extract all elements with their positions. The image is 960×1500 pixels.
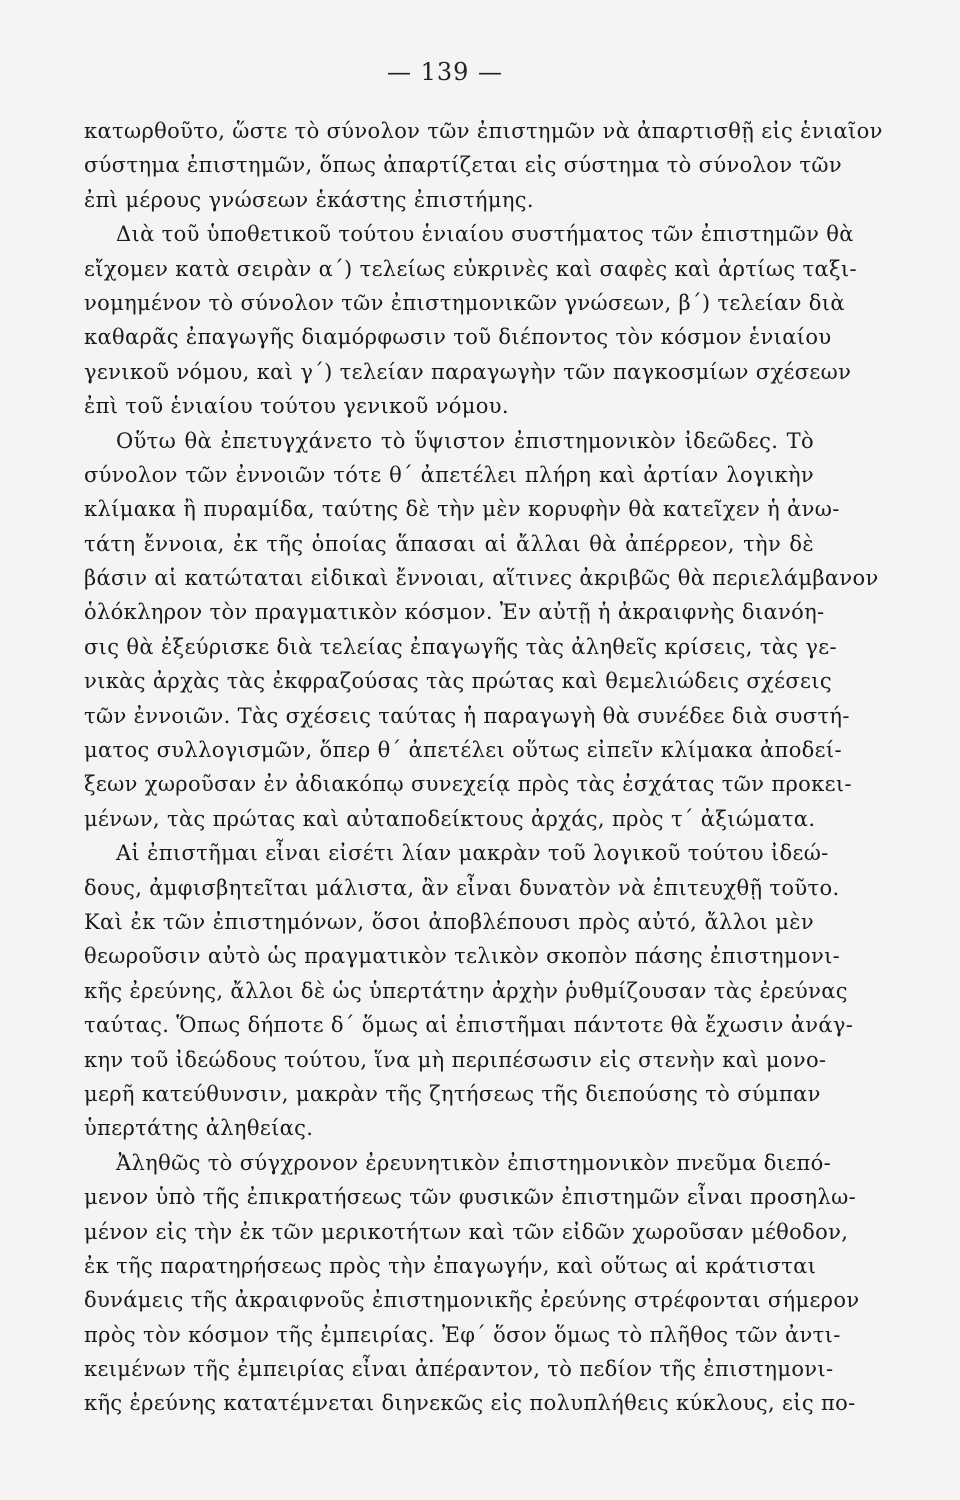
text-line: Καὶ ἐκ τῶν ἐπιστημόνων, ὅσοι ἀποβλέπουσι πρὸς αὐτό, ἄλλοι μὲν xyxy=(84,909,814,934)
text-line: κην τοῦ ἰδεώδους τούτου, ἵνα μὴ περιπέσωσιν εἰς στενὴν καὶ μονο- xyxy=(84,1047,827,1072)
text-line: κῆς ἐρεύνης, ἄλλοι δὲ ὡς ὑπερτάτην ἀρχὴν ῥυθμίζουσαν τὰς ἐρεύνας xyxy=(84,978,848,1003)
text-line: σύνολον τῶν ἐννοιῶν τότε θ΄ ἀπετέλει πλήρη καὶ ἀρτίαν λογικὴν xyxy=(84,462,814,487)
text-line: νομημένον τὸ σύνολον τῶν ἐπιστημονικῶν γνώσεων, β΄) τελείαν διὰ xyxy=(84,290,845,315)
text-line: ὑπερτάτης ἀληθείας. xyxy=(84,1116,314,1141)
text-line: Αἱ ἐπιστῆμαι εἶναι εἰσέτι λίαν μακρὰν τοῦ λογικοῦ τούτου ἰδεώ- xyxy=(116,841,829,866)
text-line: μένον εἰς τὴν ἐκ τῶν μερικοτήτων καὶ τῶν εἰδῶν χωροῦσαν μέθοδον, xyxy=(84,1219,849,1244)
page-number: — 139 — xyxy=(386,58,504,86)
text-line: ἐκ τῆς παρατηρήσεως πρὸς τὴν ἐπαγωγήν, καὶ οὕτως αἱ κράτισται xyxy=(84,1253,817,1278)
text-line: κλίμακα ἢ πυραμίδα, ταύτης δὲ τὴν μὲν κορυφὴν θὰ κατεῖχεν ἡ ἀνω- xyxy=(84,497,840,522)
text-line: σις θὰ ἐξεύρισκε διὰ τελείας ἐπαγωγῆς τὰς ἀληθεῖς κρίσεις, τὰς γε- xyxy=(84,634,837,659)
text-line: καθαρᾶς ἐπαγωγῆς διαμόρφωσιν τοῦ διέποντος τὸν κόσμον ἑνιαίου xyxy=(84,325,832,350)
text-line: νικὰς ἀρχὰς τὰς ἐκφραζούσας τὰς πρώτας καὶ θεμελιώδεις σχέσεις xyxy=(84,669,832,694)
text-line: κατωρθοῦτο, ὥστε τὸ σύνολον τῶν ἐπιστημῶν νὰ ἀπαρτισθῇ εἰς ἑνιαῖον xyxy=(84,119,883,143)
text-line: μενον ὑπὸ τῆς ἐπικρατήσεως τῶν φυσικῶν ἐπιστημῶν εἶναι προσηλω- xyxy=(84,1185,857,1210)
text-line: εἴχομεν κατὰ σειρὰν α΄) τελείως εὐκρινὲς καὶ σαφὲς καὶ ἀρτίως ταξι- xyxy=(84,256,857,281)
text-line: ὁλόκληρον τὸν πραγματικὸν κόσμον. Ἐν αὐτῇ ἡ ἀκραιφνὴς διανόη- xyxy=(84,600,825,625)
text-line: τῶν ἐννοιῶν. Τὰς σχέσεις ταύτας ἡ παραγωγὴ θὰ συνέδεε διὰ συστή- xyxy=(84,703,850,728)
text-line: Ἀληθῶς τὸ σύγχρονον ἐρευνητικὸν ἐπιστημονικὸν πνεῦμα διεπό- xyxy=(116,1150,832,1175)
text-line: μένων, τὰς πρώτας καὶ αὐταποδείκτους ἀρχάς, πρὸς τ΄ ἀξιώματα. xyxy=(84,806,816,831)
text-line: ματος συλλογισμῶν, ὅπερ θ΄ ἀπετέλει οὕτως εἰπεῖν κλίμακα ἀποδεί- xyxy=(84,738,842,763)
text-line: ἐπὶ τοῦ ἑνιαίου τούτου γενικοῦ νόμου. xyxy=(84,394,509,419)
text-line: κειμένων τῆς ἐμπειρίας εἶναι ἀπέραντον, τὸ πεδίον τῆς ἐπιστημονι- xyxy=(84,1357,834,1382)
text-line: ταύτας. Ὅπως δήποτε δ΄ ὅμως αἱ ἐπιστῆμαι πάντοτε θὰ ἔχωσιν ἀνάγ- xyxy=(84,1013,854,1038)
text-line: ξεων χωροῦσαν ἐν ἀδιακόπῳ συνεχείᾳ πρὸς τὰς ἐσχάτας τῶν προκει- xyxy=(84,772,852,797)
text-line: Οὕτω θὰ ἐπετυγχάνετο τὸ ὕψιστον ἐπιστημονικὸν ἰδεῶδες. Τὸ xyxy=(116,428,814,453)
text-line: μερῆ κατεύθυνσιν, μακρὰν τῆς ζητήσεως τῆς διεπούσης τὸ σύμπαν xyxy=(84,1081,821,1106)
text-line: τάτη ἔννοια, ἐκ τῆς ὁποίας ἅπασαι αἱ ἄλλαι θὰ ἀπέρρεον, τὴν δὲ xyxy=(84,531,814,556)
text-line: σύστημα ἐπιστημῶν, ὅπως ἀπαρτίζεται εἰς σύστημα τὸ σύνολον τῶν xyxy=(84,153,842,178)
text-line: ἐπὶ μέρους γνώσεων ἑκάστης ἐπιστήμης. xyxy=(84,187,534,212)
text-line: βάσιν αἱ κατώταται εἰδικαὶ ἔννοιαι, αἵτινες ἀκριβῶς θὰ περιελάμβανον xyxy=(84,566,879,591)
text-line: θεωροῦσιν αὐτὸ ὡς πραγματικὸν τελικὸν σκοπὸν πάσης ἐπιστημονι- xyxy=(84,944,841,969)
text-line: πρὸς τὸν κόσμον τῆς ἐμπειρίας. Ἐφ΄ ὅσον ὅμως τὸ πλῆθος τῶν ἀντι- xyxy=(84,1322,841,1347)
text-line: δυνάμεις τῆς ἀκραιφνοῦς ἐπιστημονικῆς ἐρεύνης στρέφονται σήμερον xyxy=(84,1288,860,1313)
text-line: δους, ἀμφισβητεῖται μάλιστα, ἂν εἶναι δυνατὸν νὰ ἐπιτευχθῇ τοῦτο. xyxy=(84,875,840,900)
body-text xyxy=(84,114,883,1421)
text-line: γενικοῦ νόμου, καὶ γ΄) τελείαν παραγωγὴν τῶν παγκοσμίων σχέσεων xyxy=(84,359,852,384)
text-line: κῆς ἐρεύνης κατατέμνεται διηνεκῶς εἰς πολυπλήθεις κύκλους, εἰς πο- xyxy=(84,1391,856,1416)
text-line: Διὰ τοῦ ὑποθετικοῦ τούτου ἑνιαίου συστήματος τῶν ἐπιστημῶν θὰ xyxy=(116,222,854,247)
